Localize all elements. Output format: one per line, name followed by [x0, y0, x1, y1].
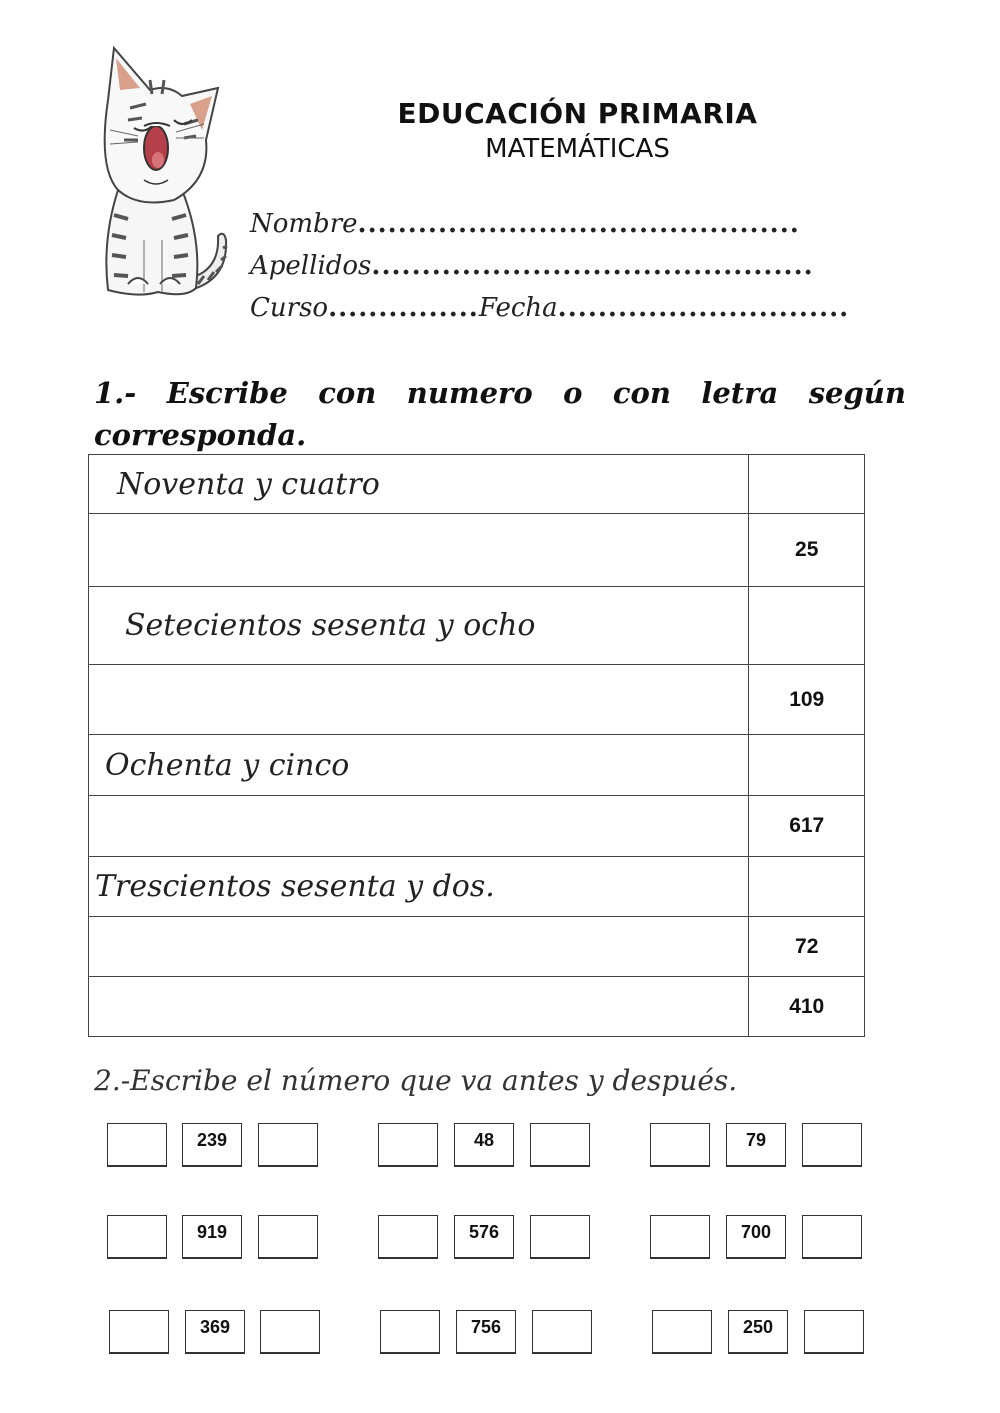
instruction-word: letra	[701, 376, 779, 410]
table-row	[89, 514, 865, 587]
table-row	[89, 455, 865, 514]
given-number-box: 79	[726, 1123, 786, 1167]
given-number-box: 700	[726, 1215, 786, 1259]
after-box[interactable]	[530, 1123, 590, 1167]
instruction-word: con	[318, 376, 377, 410]
number-cell[interactable]	[749, 735, 865, 796]
kitten-illustration-icon	[78, 40, 248, 302]
after-box[interactable]	[802, 1123, 862, 1167]
instruction-word: 1.-	[94, 376, 137, 410]
word-cell: Ochenta y cinco	[89, 735, 749, 796]
worksheet-header	[340, 96, 815, 166]
before-box[interactable]	[650, 1123, 710, 1167]
number-cell: 617	[749, 796, 865, 857]
before-box[interactable]	[107, 1123, 167, 1167]
after-box[interactable]	[258, 1215, 318, 1259]
before-box[interactable]	[109, 1310, 169, 1354]
after-box[interactable]	[258, 1123, 318, 1167]
number-cell[interactable]	[749, 587, 865, 665]
given-number-box: 48	[454, 1123, 514, 1167]
instruction-word: Escribe	[166, 376, 288, 410]
surname-label: Apellidos	[250, 251, 372, 281]
name-field[interactable]	[250, 208, 800, 240]
given-number-box: 756	[456, 1310, 516, 1354]
number-cell[interactable]	[749, 857, 865, 917]
table-row	[89, 917, 865, 977]
given-number-box: 919	[182, 1215, 242, 1259]
date-blank[interactable]: .............................	[557, 293, 850, 323]
word-cell: Trescientos sesenta y dos.	[89, 857, 749, 917]
given-number-box: 576	[454, 1215, 514, 1259]
after-box[interactable]	[532, 1310, 592, 1354]
name-label: Nombre	[250, 209, 358, 239]
table-row	[89, 977, 865, 1037]
course-blank[interactable]: ...............	[328, 293, 479, 323]
surname-field[interactable]	[250, 250, 814, 282]
after-box[interactable]	[802, 1215, 862, 1259]
word-cell[interactable]	[89, 665, 749, 735]
instruction-word: o	[563, 376, 583, 410]
table-row	[89, 796, 865, 857]
before-box[interactable]	[380, 1310, 440, 1354]
name-blank[interactable]: ............................................	[357, 209, 800, 239]
exercise-2-instruction: 2.-Escribe el número que va antes y después.	[94, 1064, 738, 1097]
worksheet-subject: MATEMÁTICAS	[485, 134, 670, 164]
table-row	[89, 587, 865, 665]
number-cell[interactable]	[749, 455, 865, 514]
word-cell[interactable]	[89, 917, 749, 977]
word-cell[interactable]	[89, 514, 749, 587]
instruction-line-2: corresponda.	[94, 418, 307, 452]
after-box[interactable]	[260, 1310, 320, 1354]
before-box[interactable]	[107, 1215, 167, 1259]
before-box[interactable]	[378, 1123, 438, 1167]
instruction-word: numero	[406, 376, 533, 410]
table-row	[89, 665, 865, 735]
number-word-table	[88, 454, 865, 1037]
after-box[interactable]	[530, 1215, 590, 1259]
given-number-box: 239	[182, 1123, 242, 1167]
before-box[interactable]	[378, 1215, 438, 1259]
before-box[interactable]	[652, 1310, 712, 1354]
number-cell: 25	[749, 514, 865, 587]
word-cell[interactable]	[89, 977, 749, 1037]
course-date-field[interactable]	[250, 292, 849, 324]
given-number-box: 250	[728, 1310, 788, 1354]
before-box[interactable]	[650, 1215, 710, 1259]
table-row	[89, 857, 865, 917]
word-cell: Setecientos sesenta y ocho	[89, 587, 749, 665]
table-row	[89, 735, 865, 796]
given-number-box: 369	[185, 1310, 245, 1354]
exercise-1-instruction	[94, 372, 906, 456]
instruction-word: con	[612, 376, 671, 410]
number-cell: 72	[749, 917, 865, 977]
surname-blank[interactable]: ............................................	[371, 251, 814, 281]
word-cell[interactable]	[89, 796, 749, 857]
after-box[interactable]	[804, 1310, 864, 1354]
word-cell[interactable]: Noventa y cuatro	[89, 455, 749, 514]
course-label: Curso	[250, 293, 329, 323]
date-label: Fecha	[478, 293, 558, 323]
number-cell: 410	[749, 977, 865, 1037]
instruction-word: según	[808, 376, 906, 410]
number-cell: 109	[749, 665, 865, 735]
worksheet-title: EDUCACIÓN PRIMARIA	[397, 97, 758, 130]
